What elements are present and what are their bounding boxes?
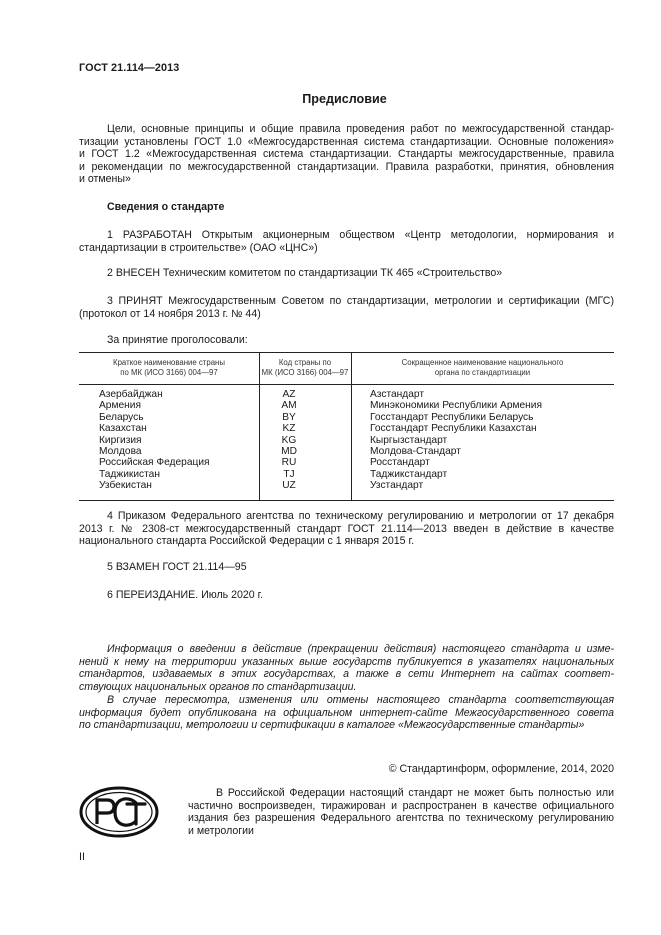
country-cell: Беларусь: [99, 411, 144, 423]
rst-logo-icon: [79, 786, 159, 838]
text-line: по стандартизации, метрологии и сертификации в каталоге «Межгосударственные стандарты»: [79, 719, 585, 731]
table-row: [79, 412, 614, 423]
text-line: 1 РАЗРАБОТАН Открытым акционерным обществом «Центр методологии, нормирования и: [107, 229, 614, 241]
table-header: [79, 353, 614, 385]
info-paragraph-publication: [79, 643, 614, 693]
text-line: ствующих национальных органов по стандартизации.: [79, 680, 357, 693]
intro-paragraph: [79, 123, 614, 186]
code-cell: BY: [282, 411, 296, 423]
text-line: 2013 г. № 2308-ст межгосударственный стандарт ГОСТ 21.114—2013 введен в действие в качестве: [79, 522, 614, 535]
text-line: Информация о введении в действие (прекращении действия) настоящего стандарта и изме-: [107, 643, 614, 655]
voting-countries-table: [79, 352, 614, 501]
table-body: [79, 389, 614, 492]
header-line: Сокращенное наименование национального: [401, 358, 564, 367]
section-heading: Сведения о стандарте: [107, 201, 225, 213]
table-row: [79, 457, 614, 468]
code-cell: KZ: [282, 423, 296, 435]
header-line: Код страны по: [278, 358, 332, 367]
table-header-body: [351, 358, 614, 378]
copyright-line: © Стандартинформ, оформление, 2014, 2020: [388, 763, 614, 775]
table-header-code: [259, 358, 351, 378]
country-cell: Таджикистан: [99, 468, 160, 480]
text-line: 4 Приказом Федерального агентства по техническому регулированию и метрологии от 17 декабря: [107, 510, 614, 522]
country-cell: Киргизия: [99, 434, 142, 446]
code-cell: UZ: [282, 480, 296, 492]
body-cell: Азстандарт: [370, 389, 425, 400]
text-line: национального стандарта Российской Федерации с 1 января 2015 г.: [79, 535, 415, 547]
header-line: МК (ИСО 3166) 004—97: [261, 368, 349, 377]
code-cell: RU: [281, 457, 297, 469]
text-line: 3 ПРИНЯТ Межгосударственным Советом по стандартизации, метрологии и сертификации (МГС): [107, 295, 614, 307]
item-developed: [79, 229, 614, 254]
text-line: нений к нему на территории указанных выше государств публикуется в указателях национальных: [79, 655, 614, 668]
country-cell: Азербайджан: [99, 389, 163, 400]
code-cell: AM: [281, 400, 297, 412]
body-cell: Госстандарт Республики Казахстан: [370, 423, 537, 435]
text-line: тизации установлены ГОСТ 1.0 «Межгосударственная система стандартизации. Основные положения»: [79, 135, 614, 148]
table-row: [79, 446, 614, 457]
text-line: стандартизации в строительстве» (ОАО «ЦНС»): [79, 241, 318, 254]
legal-notice: [188, 787, 614, 837]
body-cell: Узстандарт: [370, 480, 424, 492]
body-cell: Молдова-Стандарт: [370, 445, 461, 457]
text-line: информация будет опубликована на официальном интернет-сайте Межгосударственного совета: [79, 706, 614, 719]
text-line: Цели, основные принципы и общие правила проведения работ по межгосударственной стандар-: [107, 123, 614, 135]
header-line: по МК (ИСО 3166) 004—97: [120, 368, 218, 377]
item-introduced: 2 ВНЕСЕН Техническим комитетом по стандартизации ТК 465 «Строительство»: [107, 267, 503, 279]
item-adopted: [79, 295, 614, 320]
body-cell: Госстандарт Республики Беларусь: [370, 411, 534, 423]
body-cell: Таджикстандарт: [370, 468, 448, 480]
voted-label: За принятие проголосовали:: [107, 334, 248, 346]
body-cell: Росстандарт: [370, 457, 430, 469]
body-cell: Минэкономики Республики Армения: [370, 400, 542, 412]
text-line: и рекомендации по межгосударственной стандартизации. Правила разработки, принятия, обновления: [79, 160, 614, 173]
country-cell: Казахстан: [99, 423, 147, 435]
country-cell: Российская Федерация: [99, 457, 210, 469]
info-paragraph-revision: [79, 694, 614, 732]
text-line: (протокол от 14 ноября 2013 г. № 44): [79, 307, 261, 320]
body-cell: Кыргызстандарт: [370, 434, 448, 446]
item-replaces: 5 ВЗАМЕН ГОСТ 21.114—95: [107, 561, 247, 573]
header-line: Краткое наименование страны: [113, 358, 225, 367]
text-line: частично воспроизведен, тиражирован и распространен в качестве официального: [188, 799, 614, 812]
table-row: [79, 389, 614, 400]
code-cell: AZ: [282, 389, 296, 400]
table-row: [79, 435, 614, 446]
header-line: органа по стандартизации: [434, 368, 531, 377]
text-line: В случае пересмотра, изменения или отмены настоящего стандарта соответствующая: [107, 694, 614, 706]
code-cell: TJ: [283, 468, 295, 480]
text-line: и отмены»: [79, 173, 131, 185]
document-id-header: ГОСТ 21.114—2013: [79, 62, 180, 74]
country-cell: Армения: [99, 400, 141, 412]
page-number: II: [79, 851, 85, 863]
country-cell: Узбекистан: [99, 480, 152, 492]
table-row: [79, 469, 614, 480]
text-line: издания без разрешения Федерального агентства по техническому регулированию: [188, 812, 614, 824]
text-line: и метрологии: [188, 824, 254, 837]
table-row: [79, 480, 614, 491]
table-header-country: [79, 358, 259, 378]
item-reissue: 6 ПЕРЕИЗДАНИЕ. Июль 2020 г.: [107, 589, 264, 601]
text-line: стандартов, издаваемых в этих государствах, а также в сети Интернет на сайтах соответ-: [79, 668, 614, 680]
code-cell: MD: [281, 445, 297, 457]
text-line: и ГОСТ 1.2 «Межгосударственная система стандартизации. Стандарты межгосударственные, правила: [79, 148, 614, 160]
item-order: [79, 510, 614, 548]
text-line: В Российской Федерации настоящий стандарт не может быть полностью или: [216, 787, 614, 799]
table-row: [79, 400, 614, 411]
table-row: [79, 423, 614, 434]
page-title: Предисловие: [302, 92, 387, 106]
country-cell: Молдова: [99, 445, 142, 457]
code-cell: KG: [281, 434, 297, 446]
